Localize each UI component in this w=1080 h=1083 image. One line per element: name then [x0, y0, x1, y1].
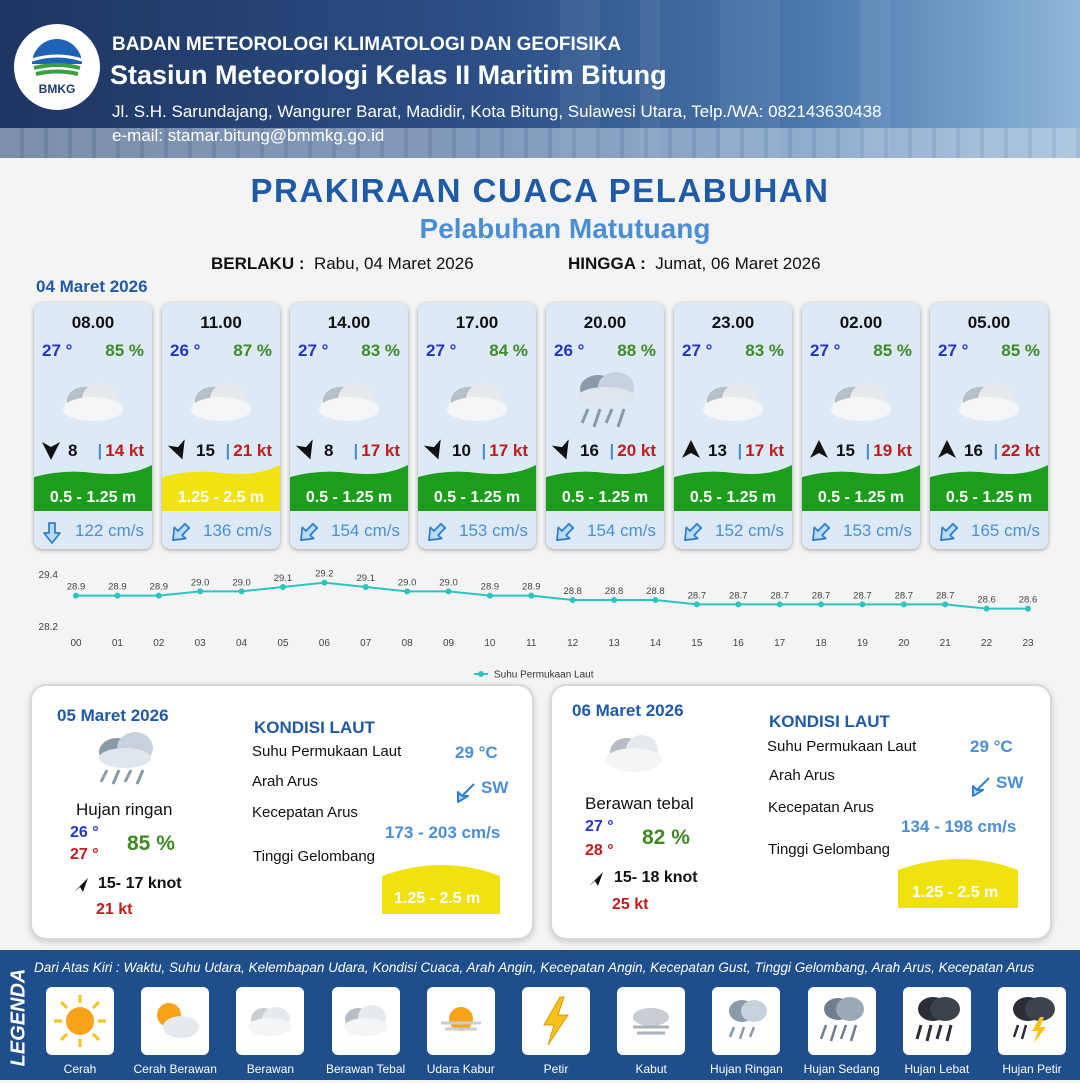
data-label: 29.0 [190, 577, 210, 589]
x-tick-label: 13 [608, 638, 620, 649]
current-direction-icon [552, 521, 576, 545]
forecast-humidity: 85 % [873, 341, 912, 360]
y-tick-label: 28.2 [38, 622, 58, 633]
page-subtitle: Pelabuhan Matutuang [419, 213, 711, 244]
forecast-temp: 27 ° [682, 341, 713, 360]
current-row [34, 519, 152, 545]
forecast-time: 08.00 [71, 313, 115, 332]
day3-speed-label: Kecepatan Arus [768, 799, 874, 816]
data-point [528, 593, 534, 599]
day3-panel [552, 686, 1050, 938]
light-rain-icon [568, 369, 642, 429]
day1-date: 04 Maret 2026 [36, 277, 148, 296]
wind-row [552, 439, 664, 463]
forecast-humidity: 84 % [489, 341, 528, 360]
thick-cloud-icon [696, 369, 770, 429]
forecast-card [34, 303, 152, 549]
data-label: 28.8 [604, 586, 624, 597]
x-tick-label: 04 [236, 638, 248, 649]
wind-row [680, 439, 792, 463]
day2-wave: 1.25 - 2.5 m [394, 890, 481, 907]
gust-value: 14 kt [105, 441, 144, 460]
gust-value: 17 kt [745, 441, 784, 460]
data-label: 28.8 [563, 586, 582, 597]
current-speed: 154 cm/s [331, 521, 400, 540]
forecast-card [674, 303, 792, 549]
data-label: 29.1 [273, 573, 293, 584]
wind-direction-icon [680, 439, 702, 461]
legend-title: LEGENDA [7, 968, 30, 1067]
data-label: 29.2 [315, 568, 334, 580]
x-tick-label: 20 [898, 638, 910, 649]
day3-wind: 15- 18 knot [614, 869, 698, 886]
thick-cloud-icon [602, 728, 666, 780]
forecast-humidity: 85 % [1001, 341, 1040, 360]
current-row [162, 519, 280, 545]
x-tick-label: 00 [70, 638, 82, 649]
current-direction-icon [296, 521, 320, 545]
gust-speed: | 21 kt [225, 441, 272, 460]
forecast-humidity: 83 % [745, 341, 784, 360]
current-speed: 154 cm/s [587, 521, 656, 540]
day3-temp-min: 27 ° [585, 818, 614, 835]
data-point [859, 601, 865, 607]
current-speed: 153 cm/s [843, 521, 912, 540]
data-label: 28.9 [149, 581, 169, 593]
data-point [73, 593, 79, 599]
valid-from-value: Rabu, 04 Maret 2026 [313, 254, 474, 273]
legend-label: Berawan Tebal [326, 1062, 406, 1076]
forecast-time: 23.00 [711, 313, 755, 332]
forecast-time: 20.00 [583, 313, 627, 332]
wind-direction-icon [168, 439, 190, 461]
data-label: 28.7 [935, 590, 955, 602]
x-tick-label: 11 [526, 638, 537, 649]
x-tick-label: 05 [277, 638, 289, 649]
wave-height: 0.5 - 1.25 m [561, 489, 649, 506]
current-row [802, 519, 920, 545]
data-label: 28.7 [729, 590, 748, 602]
light-rain-icon [87, 726, 167, 796]
legend-label: Cerah [63, 1062, 97, 1076]
current-row [418, 519, 536, 545]
sst-line-chart [30, 564, 1050, 682]
current-row [930, 519, 1048, 545]
day2-dir-label: Arah Arus [252, 773, 318, 790]
wind-direction-icon [424, 439, 446, 461]
day3-wave-label: Tinggi Gelombang [768, 841, 891, 858]
thick-cloud-icon [312, 369, 386, 429]
wind-direction-icon [72, 876, 90, 894]
wind-row [808, 439, 920, 463]
day3-current-speed: 134 - 198 cm/s [901, 817, 1017, 836]
wind-direction-icon [40, 439, 62, 461]
day2-temp-min: 26 ° [70, 824, 99, 841]
thick-cloud-icon [440, 369, 514, 429]
gust-speed: | 17 kt [481, 441, 528, 460]
data-label: 28.7 [894, 590, 914, 602]
x-tick-label: 15 [691, 638, 703, 649]
page-title: PRAKIRAAN CUACA PELABUHAN [250, 172, 830, 209]
data-label: 28.9 [108, 581, 127, 593]
day2-panel [32, 686, 532, 938]
day2-wind: 15- 17 knot [98, 875, 182, 892]
x-tick-label: 19 [856, 638, 868, 649]
light-rain-icon [712, 987, 780, 1055]
forecast-card [418, 303, 536, 549]
gust-speed: | 22 kt [993, 441, 1040, 460]
forecast-time: 14.00 [327, 313, 371, 332]
sun-icon [46, 987, 114, 1055]
data-point [942, 601, 948, 607]
data-point [280, 584, 286, 590]
day2-current-dir: SW [481, 778, 509, 797]
wind-speed: 8 [324, 441, 334, 460]
data-label: 28.9 [66, 581, 86, 593]
x-tick-label: 21 [939, 638, 951, 649]
thick-cloud-icon [332, 987, 400, 1055]
gust-speed: | 19 kt [865, 441, 912, 460]
current-direction-icon [936, 521, 960, 545]
x-tick-label: 14 [649, 638, 662, 649]
forecast-temp: 27 ° [938, 341, 969, 360]
x-tick-label: 08 [401, 638, 413, 649]
data-point [818, 601, 824, 607]
wind-row [40, 439, 152, 463]
moderate-rain-icon [808, 987, 876, 1055]
data-label: 29.1 [356, 573, 375, 584]
forecast-card [546, 303, 664, 549]
current-direction-icon [808, 521, 832, 545]
day3-wave: 1.25 - 2.5 m [912, 884, 999, 901]
logo-text: BMKG [38, 82, 76, 96]
data-label: 29.0 [439, 577, 458, 589]
day2-current-speed: 173 - 203 cm/s [385, 823, 501, 842]
wave-height: 1.25 - 2.5 m [177, 489, 265, 506]
wind-direction-icon [936, 439, 958, 461]
day2-speed-label: Kecepatan Arus [252, 804, 358, 821]
wind-row [296, 439, 408, 463]
forecast-humidity: 87 % [233, 341, 272, 360]
wind-direction-icon [552, 439, 574, 461]
gust-value: 19 kt [873, 441, 912, 460]
day3-temp-max: 28 ° [585, 842, 614, 859]
data-point [1025, 606, 1031, 612]
wave-height: 0.5 - 1.25 m [817, 489, 905, 506]
forecast-time: 17.00 [455, 313, 499, 332]
day3-sst-label: Suhu Permukaan Laut [767, 738, 917, 755]
day3-date: 06 Maret 2026 [572, 701, 684, 720]
valid-to [568, 254, 821, 274]
gust-speed: | 17 kt [353, 441, 400, 460]
day2-gust: 21 kt [96, 901, 133, 918]
current-speed: 165 cm/s [971, 521, 1040, 540]
legend-label: Hujan Petir [1002, 1062, 1062, 1076]
x-tick-label: 12 [567, 638, 579, 649]
data-point [735, 601, 741, 607]
forecast-temp: 27 ° [426, 341, 457, 360]
x-tick-label: 07 [360, 638, 372, 649]
wave-height: 0.5 - 1.25 m [689, 489, 777, 506]
wind-speed: 16 [964, 441, 983, 460]
gust-value: 22 kt [1001, 441, 1040, 460]
thick-cloud-icon [56, 369, 130, 429]
cloud-icon [236, 987, 304, 1055]
data-label: 28.7 [853, 590, 872, 602]
data-point [611, 597, 617, 603]
data-point [239, 588, 245, 594]
legend-label: Hujan Lebat [904, 1062, 970, 1076]
legend-label: Suhu Permukaan Laut [494, 669, 594, 681]
legend-label: Hujan Sedang [803, 1062, 880, 1076]
email: e-mail: stamar.bitung@bmmkg.go.id [112, 126, 385, 145]
x-tick-label: 03 [194, 638, 206, 649]
x-tick-label: 18 [815, 638, 827, 649]
forecast-card [802, 303, 920, 549]
data-point [446, 588, 452, 594]
gust-value: 17 kt [489, 441, 528, 460]
current-speed: 153 cm/s [459, 521, 528, 540]
wave-height: 0.5 - 1.25 m [305, 489, 393, 506]
forecast-time: 11.00 [200, 313, 242, 332]
gust-value: 21 kt [233, 441, 272, 460]
day3-sst: 29 °C [970, 737, 1013, 756]
valid-to-value: Jumat, 06 Maret 2026 [655, 254, 821, 273]
x-tick-label: 10 [484, 638, 496, 649]
wind-row [936, 439, 1048, 463]
day2-sst-label: Suhu Permukaan Laut [252, 743, 402, 760]
series-line [76, 583, 1028, 609]
data-point [363, 584, 369, 590]
current-direction-icon [454, 780, 478, 804]
day3-humidity: 82 % [642, 826, 690, 849]
day2-date: 05 Maret 2026 [57, 706, 169, 725]
wind-speed: 16 [580, 441, 599, 460]
legend-label: Hujan Ringan [710, 1062, 783, 1076]
x-tick-label: 02 [153, 638, 165, 649]
forecast-temp: 27 ° [42, 341, 73, 360]
current-speed: 122 cm/s [75, 521, 144, 540]
data-point [984, 606, 990, 612]
current-direction-icon [168, 521, 192, 545]
haze-icon [427, 987, 495, 1055]
day2-temp-max: 27 ° [70, 846, 99, 863]
day2-condition: Hujan ringan [76, 800, 173, 819]
current-row [674, 519, 792, 545]
day2-humidity: 85 % [127, 832, 175, 855]
wave-height: 0.5 - 1.25 m [433, 489, 521, 506]
day2-sst: 29 °C [455, 743, 498, 762]
data-point [321, 580, 327, 586]
wind-direction-icon [296, 439, 318, 461]
header-banner [0, 0, 1080, 158]
data-point [404, 588, 410, 594]
data-label: 28.6 [1018, 594, 1038, 606]
x-tick-label: 16 [732, 638, 744, 649]
sun-cloud-icon [141, 987, 209, 1055]
x-tick-label: 22 [981, 638, 993, 649]
x-tick-label: 23 [1022, 638, 1034, 649]
gust-value: 17 kt [361, 441, 400, 460]
wind-direction-icon [587, 870, 605, 888]
wave-height: 0.5 - 1.25 m [49, 489, 137, 506]
current-direction-icon [424, 521, 448, 545]
data-label: 28.9 [480, 581, 500, 593]
current-direction-icon [969, 774, 993, 798]
forecast-humidity: 85 % [105, 341, 144, 360]
lightning-icon [522, 987, 590, 1055]
data-point [570, 597, 576, 603]
forecast-temp: 26 ° [554, 341, 585, 360]
data-label: 28.7 [687, 590, 707, 602]
day3-condition: Berawan tebal [585, 794, 694, 813]
current-direction-icon [680, 521, 704, 545]
thick-cloud-icon [952, 369, 1026, 429]
data-label: 28.7 [811, 590, 831, 602]
data-point [694, 601, 700, 607]
data-point [156, 593, 162, 599]
day3-dir-label: Arah Arus [769, 767, 835, 784]
data-point [901, 601, 907, 607]
valid-to-label: HINGGA : [568, 254, 646, 273]
address: Jl. S.H. Sarundajang, Wangurer Barat, Madidir, Kota Bitung, Sulawesi Utara, Telp./WA: 082143630438 [112, 102, 882, 121]
wind-speed: 13 [708, 441, 727, 460]
gust-speed: | 17 kt [737, 441, 784, 460]
gust-speed: | 20 kt [609, 441, 656, 460]
current-row [290, 519, 408, 545]
data-point [487, 593, 493, 599]
wind-row [424, 439, 536, 463]
gust-value: 20 kt [617, 441, 656, 460]
legend-label: Petir [543, 1062, 569, 1076]
current-speed: 152 cm/s [715, 521, 784, 540]
x-tick-label: 01 [111, 638, 123, 649]
x-tick-label: 06 [318, 638, 330, 649]
legend-label: Berawan [246, 1062, 295, 1076]
fog-icon [617, 987, 685, 1055]
wind-direction-icon [808, 439, 830, 461]
wind-speed: 10 [452, 441, 471, 460]
heavy-rain-icon [903, 987, 971, 1055]
forecast-humidity: 83 % [361, 341, 400, 360]
x-tick-label: 09 [442, 638, 455, 649]
org-name: BADAN METEOROLOGI KLIMATOLOGI DAN GEOFISIKA [112, 34, 622, 55]
legend-label: Kabut [635, 1062, 667, 1076]
forecast-card [162, 303, 280, 549]
day3-current-dir: SW [996, 773, 1024, 792]
wind-speed: 15 [196, 441, 215, 460]
forecast-time: 05.00 [967, 313, 1011, 332]
bmkg-logo [14, 24, 100, 110]
current-direction-icon [40, 521, 64, 545]
wind-speed: 8 [68, 441, 78, 460]
forecast-card [290, 303, 408, 549]
wind-row [168, 439, 280, 463]
data-label: 28.6 [977, 594, 996, 606]
data-point [777, 601, 783, 607]
forecast-card [930, 303, 1048, 549]
wave-height: 0.5 - 1.25 m [945, 489, 1033, 506]
data-label: 28.9 [522, 581, 541, 593]
current-speed: 136 cm/s [203, 521, 272, 540]
day2-sea-heading: KONDISI LAUT [254, 718, 375, 737]
wind-speed: 15 [836, 441, 855, 460]
forecast-temp: 27 ° [810, 341, 841, 360]
gust-speed: | 14 kt [97, 441, 144, 460]
data-label: 28.8 [646, 586, 665, 597]
data-point [652, 597, 658, 603]
day2-wave-label: Tinggi Gelombang [253, 848, 376, 865]
thick-cloud-icon [824, 369, 898, 429]
legend-label: Udara Kabur [426, 1062, 495, 1076]
legend-marker [478, 671, 484, 677]
thick-cloud-icon [184, 369, 258, 429]
forecast-temp: 27 ° [298, 341, 329, 360]
day3-sea-heading: KONDISI LAUT [769, 712, 890, 731]
forecast-time: 02.00 [839, 313, 883, 332]
day3-gust: 25 kt [612, 896, 649, 913]
data-point [114, 593, 120, 599]
data-point [197, 588, 203, 594]
valid-from [211, 254, 474, 274]
legend-label: Cerah Berawan [133, 1062, 217, 1076]
data-label: 28.7 [770, 590, 789, 602]
forecast-temp: 26 ° [170, 341, 201, 360]
station-name: Stasiun Meteorologi Kelas II Maritim Bitung [110, 60, 667, 90]
y-tick-label: 29.4 [38, 570, 58, 581]
forecast-humidity: 88 % [617, 341, 656, 360]
current-row [546, 519, 664, 545]
x-tick-label: 17 [774, 638, 786, 649]
data-label: 29.0 [232, 577, 251, 589]
data-label: 29.0 [397, 577, 417, 589]
valid-from-label: BERLAKU : [211, 254, 305, 273]
legend-description: Dari Atas Kiri : Waktu, Suhu Udara, Kelembapan Udara, Kondisi Cuaca, Arah Angin, Kecepatan Angin, Kecepatan Gust, Tinggi Gelombang, Arah Arus, Kecepatan Arus [34, 960, 1035, 975]
thunderstorm-icon [998, 987, 1066, 1055]
